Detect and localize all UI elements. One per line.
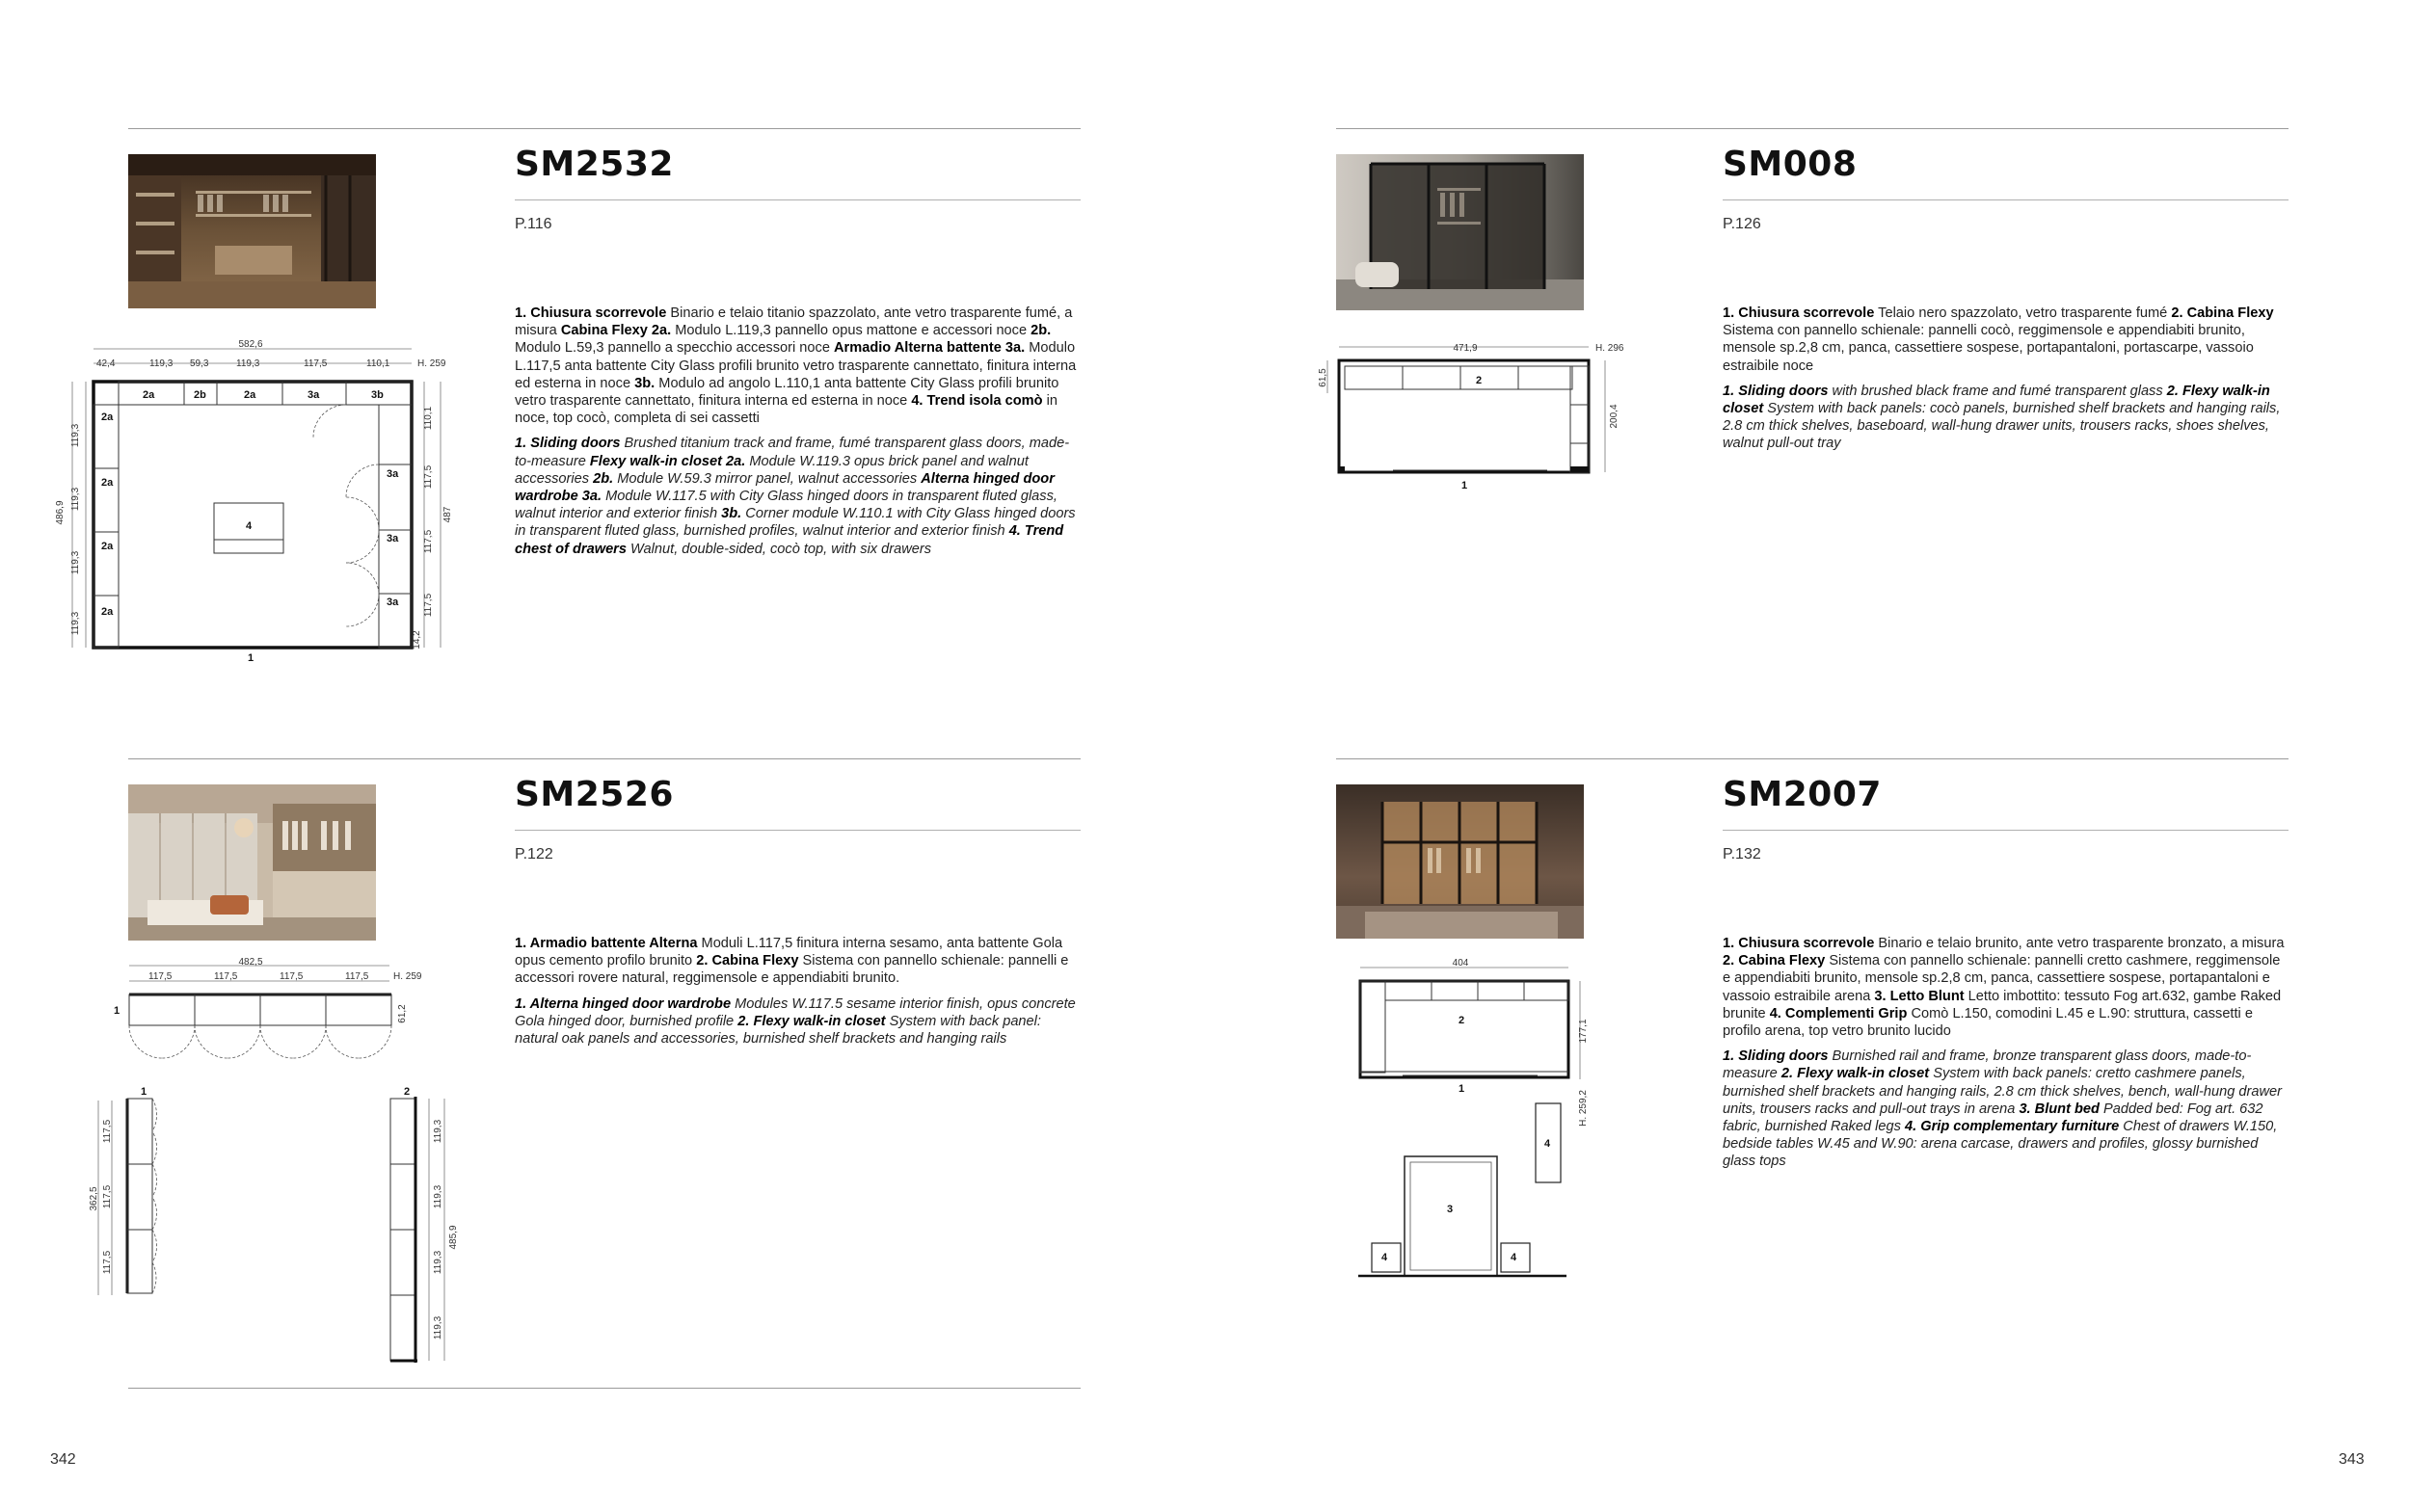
entry-4-page-ref: P.132 — [1723, 846, 1761, 862]
plan1-dim: 117,5 — [423, 464, 434, 490]
plan4-label: 1 — [1459, 1083, 1465, 1095]
plan4-total-width: 404 — [1452, 958, 1469, 968]
glass-closet-photo — [1336, 154, 1584, 310]
plan1-dim: 119,3 — [149, 358, 174, 369]
plan1-label: 2a — [101, 606, 114, 618]
entry-1-description — [515, 305, 1084, 566]
plan1-label: 3a — [308, 389, 320, 401]
plan3-depth-dim: 61,2 — [397, 1004, 408, 1023]
page-number-left: 342 — [50, 1451, 76, 1468]
plan4-right-dim: 177,1 — [1578, 1019, 1589, 1044]
plan3-label: 1 — [114, 1005, 120, 1017]
description-text: Sistema con pannello schienale: pannelli cocò, reggimensole e appendiabiti brunito, mensole sp.2,8 cm, panca, cassettiere sospese, portapantaloni, portascarpe, vassoio estraibile noce — [1723, 323, 2254, 374]
plan3-left-total: 362,5 — [89, 1186, 99, 1211]
entry-2-title-rule — [1723, 199, 2289, 200]
rule-top-left — [128, 128, 1081, 129]
description-term: 1. Alterna hinged door wardrobe — [515, 995, 732, 1012]
bedroom-wardrobe-photo — [128, 784, 376, 941]
plan3-label: 1 — [141, 1086, 147, 1098]
plan3-label: 2 — [404, 1086, 411, 1098]
plan3-dim: 117,5 — [102, 1250, 113, 1275]
plan1-left-total: 486,9 — [55, 500, 66, 525]
entry-3-description — [515, 935, 1084, 1055]
description-term: Cabina Flexy 2a. — [560, 323, 672, 339]
description-term: 1. Chiusura scorrevole — [1723, 305, 1875, 321]
entry-3-english-text — [515, 995, 1084, 1048]
plan1-height-note: H. 259 — [417, 358, 446, 369]
description-text: Burnished rail and frame, bronze transparent glass doors, made-to-measure — [1723, 1048, 2252, 1082]
entry-2-floor-plan — [1316, 337, 1644, 496]
entry-1-floor-plan — [53, 339, 477, 667]
description-term: 2. Flexy walk-in closet — [1780, 1066, 1930, 1082]
description-term: Armadio Alterna battente 3a. — [834, 340, 1026, 357]
description-term: 1. Armadio battente Alterna — [515, 936, 698, 951]
plan1-dim: 110,1 — [366, 358, 390, 369]
plan3-total-width: 482,5 — [238, 957, 263, 968]
description-text: Walnut, double-sided, cocò top, with six drawers — [626, 541, 932, 557]
plan1-right-total: 487 — [442, 506, 453, 523]
description-text: System with back panels: cretto cashmere panels, burnished shelf brackets and hanging rails, 2.8 cm thick shelves, bench, wall-hung drawer units, trousers racks and pull-out trays in arena — [1723, 1066, 2283, 1117]
plan4-height-note: H. 259,2 — [1578, 1090, 1589, 1127]
plan2-label: 1 — [1461, 480, 1468, 491]
rule-top-right — [1336, 128, 2289, 129]
plan1-label: 2a — [101, 411, 114, 423]
plan3-height-note: H. 259 — [393, 971, 422, 982]
description-term: 1. Sliding doors — [1723, 1048, 1829, 1065]
entry-3-code: SM2526 — [515, 775, 674, 814]
plan2-total-width: 471,9 — [1453, 343, 1478, 354]
plan1-label: 2a — [244, 389, 256, 401]
entry-1-page-ref: P.116 — [515, 216, 552, 232]
plan3-dim: 117,5 — [280, 971, 304, 982]
entry-1-code: SM2532 — [515, 145, 674, 184]
description-term: 2. Flexy walk-in closet — [737, 1013, 886, 1029]
description-text: Module W.119.3 opus brick panel and walnut accessories — [515, 453, 1029, 487]
entry-3-floor-plan-side-2 — [381, 1083, 477, 1367]
plan1-label: 2a — [101, 541, 114, 552]
description-text: Module W.59.3 mirror panel, walnut accessories — [613, 470, 922, 487]
plan4-label: 4 — [1544, 1138, 1551, 1150]
description-term: 3b. — [721, 506, 742, 522]
plan4-label: 2 — [1459, 1015, 1465, 1026]
entry-2-page-ref: P.126 — [1723, 216, 1761, 232]
description-term: 1. Chiusura scorrevole — [1723, 936, 1875, 951]
description-text: Modulo L.117,5 anta battente City Glass profili brunito vetro trasparente cannettato, finitura interna ed esterna in noce — [515, 340, 1077, 391]
plan1-label: 3a — [387, 468, 399, 480]
plan1-label: 3a — [387, 597, 399, 608]
description-text: Comò L.150, comodini L.45 e L.90: struttura, cassetti e profilo arena, top vetro brunito lucido — [1723, 1005, 2253, 1040]
description-text: Brushed titanium track and frame, fumé transparent glass doors, made-to-measure — [515, 436, 1070, 469]
description-term: 1. Chiusura scorrevole — [515, 305, 667, 321]
entry-1-title-rule — [515, 199, 1081, 200]
description-term: 4. Complementi Grip — [1769, 1005, 1908, 1021]
plan2-left-dim: 61,5 — [1318, 368, 1328, 387]
entry-1-italian-text — [515, 305, 1084, 427]
description-text: Sistema con pannello schienale: pannelli e accessori rovere natural, reggimensole e appendiabiti brunito. — [515, 953, 1069, 987]
plan1-dim: 119,3 — [70, 550, 81, 575]
entry-2-english-text — [1723, 383, 2291, 453]
plan3-dim: 117,5 — [345, 971, 369, 982]
plan1-label: 1 — [248, 652, 254, 664]
entry-1-english-text — [515, 435, 1084, 557]
description-term: 2. Cabina Flexy — [696, 953, 799, 969]
entry-4-english-text — [1723, 1048, 2291, 1170]
plan1-label: 2a — [143, 389, 155, 401]
plan3-right-total: 485,9 — [448, 1225, 459, 1250]
entry-3-italian-text — [515, 935, 1084, 988]
description-term: 2. Flexy walk-in closet — [1723, 383, 2270, 417]
rule-mid-left — [128, 758, 1081, 759]
plan1-dim: 117,5 — [423, 529, 434, 554]
plan2-label: 2 — [1476, 375, 1483, 386]
entry-4-title-rule — [1723, 830, 2289, 831]
entry-4-description — [1723, 935, 2291, 1179]
rule-bottom-left — [128, 1388, 1081, 1389]
entry-2-code: SM008 — [1723, 145, 1858, 184]
rule-mid-right — [1336, 758, 2289, 759]
plan1-dim: 117,5 — [423, 593, 434, 618]
description-text: Moduli L.117,5 finitura interna sesamo, anta battente Gola opus cemento profilo brunito — [515, 936, 1063, 969]
plan1-label: 3a — [387, 533, 399, 544]
plan1-label: 4 — [246, 520, 253, 532]
plan2-right-dim: 200,4 — [1609, 404, 1619, 429]
plan1-dim: 119,3 — [70, 423, 81, 448]
entry-4-italian-text — [1723, 935, 2291, 1040]
description-term: 1. Sliding doors — [1723, 383, 1829, 399]
plan2-height-note: H. 296 — [1595, 343, 1624, 354]
plan1-label: 2b — [194, 389, 206, 401]
description-term: 4. Trend chest of drawers — [515, 523, 1064, 557]
entry-3-title-rule — [515, 830, 1081, 831]
description-text: Sistema con pannello schienale: pannelli cretto cashmere, reggimensole e appendiabiti brunito, mensole sp.2,8 cm, panca, cassettiere sospese, portapantaloni e vassoio estraibile arena — [1723, 953, 2281, 1004]
plan1-dim: 14,2 — [412, 630, 422, 650]
description-text: Modulo L.119,3 pannello opus mattone e accessori noce — [671, 323, 1031, 339]
description-text: Modulo L.59,3 pannello a specchio accessori noce — [515, 340, 835, 357]
entry-2-description — [1723, 305, 2291, 461]
plan3-dim: 119,3 — [433, 1250, 443, 1275]
description-term: 2. Cabina Flexy — [1723, 953, 1826, 969]
description-text: in noce, top cocò, completa di sei cassetti — [515, 393, 1057, 427]
description-text: System with back panel: natural oak panels and accessories, burnished shelf brackets and hanging rails — [515, 1013, 1041, 1048]
description-text: Telaio nero spazzolato, vetro trasparente fumé — [1874, 305, 2172, 321]
description-text: Corner module W.110.1 with City Glass hinged doors in transparent fluted glass, burnished profiles, walnut interior and exterior finish — [515, 506, 1076, 540]
plan1-label: 3b — [371, 389, 384, 401]
plan1-dim: 119,3 — [70, 611, 81, 636]
plan4-label: 3 — [1447, 1204, 1454, 1215]
plan3-dim: 117,5 — [102, 1119, 113, 1144]
description-term: 4. Grip complementary furniture — [1905, 1119, 2120, 1135]
description-text: Modulo ad angolo L.110,1 anta battente City Glass profili brunito vetro trasparente cannettato, finitura interna ed esterna in noce — [515, 375, 1059, 410]
plan3-dim: 119,3 — [433, 1119, 443, 1144]
description-text: Binario e telaio brunito, ante vetro trasparente bronzato, a misura — [1874, 936, 2285, 951]
description-text: Chest of drawers W.150, bedside tables W.45 and W.90: arena carcase, drawers and profiles, glossy burnished glass tops — [1723, 1119, 2278, 1170]
plan4-label: 4 — [1381, 1252, 1388, 1263]
description-term: 3b. — [634, 375, 656, 391]
page-number-right: 343 — [2339, 1451, 2365, 1468]
entry-4-code: SM2007 — [1723, 775, 1882, 814]
description-term: 2b. — [593, 470, 614, 487]
description-text: Padded bed: Fog art. 632 fabric, burnished Raked legs — [1723, 1101, 2263, 1135]
plan1-dim: 42,4 — [96, 358, 116, 369]
description-text: Binario e telaio titanio spazzolato, ante vetro trasparente fumé, a misura — [515, 305, 1073, 339]
plan1-dim: 119,3 — [236, 358, 260, 369]
plan1-dim: 117,5 — [304, 358, 328, 369]
description-term: 3. Letto Blunt — [1874, 988, 1965, 1004]
plan1-dim: 59,3 — [190, 358, 209, 369]
bedroom-closet-photo — [1336, 784, 1584, 939]
description-text: Module W.117.5 with City Glass hinged doors in transparent fluted glass, walnut interior and exterior finish — [515, 489, 1057, 522]
plan3-dim: 117,5 — [148, 971, 173, 982]
plan1-total-width: 582,6 — [238, 339, 263, 350]
description-term: Alterna hinged door wardrobe 3a. — [515, 470, 1055, 505]
plan3-dim: 117,5 — [214, 971, 238, 982]
plan3-dim: 119,3 — [433, 1184, 443, 1209]
description-term: 2. Cabina Flexy — [2171, 305, 2274, 321]
entry-2-italian-text — [1723, 305, 2291, 375]
description-text: Modules W.117.5 sesame interior finish, opus concrete Gola hinged door, burnished profile — [515, 995, 1076, 1029]
walk-in-closet-photo — [128, 154, 376, 308]
description-term: 2b. — [1031, 323, 1052, 339]
description-text: System with back panels: cocò panels, burnished shelf brackets and hanging rails, 2.8 cm thick shelves, baseboard, wall-hung drawer units, trousers racks, shoes shelves, walnut pull-out tray — [1723, 401, 2281, 452]
plan3-dim: 117,5 — [102, 1184, 113, 1209]
entry-3-floor-plan-side-1 — [87, 1083, 202, 1305]
description-term: 4. Trend isola comò — [911, 393, 1043, 410]
description-text: Letto imbottito: tessuto Fog art.632, gambe Raked brunite — [1723, 988, 2282, 1021]
entry-3-floor-plan-top — [106, 956, 434, 1062]
entry-4-floor-plan — [1345, 954, 1615, 1282]
plan1-dim: 119,3 — [70, 487, 81, 512]
plan1-dim: 110,1 — [423, 406, 434, 431]
plan3-dim: 119,3 — [433, 1315, 443, 1340]
plan4-label: 4 — [1511, 1252, 1517, 1263]
description-term: 3. Blunt bed — [2019, 1101, 2100, 1117]
entry-3-page-ref: P.122 — [515, 846, 553, 862]
plan1-label: 2a — [101, 477, 114, 489]
description-text: with brushed black frame and fumé transparent glass — [1828, 383, 2167, 399]
description-term: 1. Sliding doors — [515, 436, 621, 452]
description-term: Flexy walk-in closet 2a. — [589, 453, 746, 469]
